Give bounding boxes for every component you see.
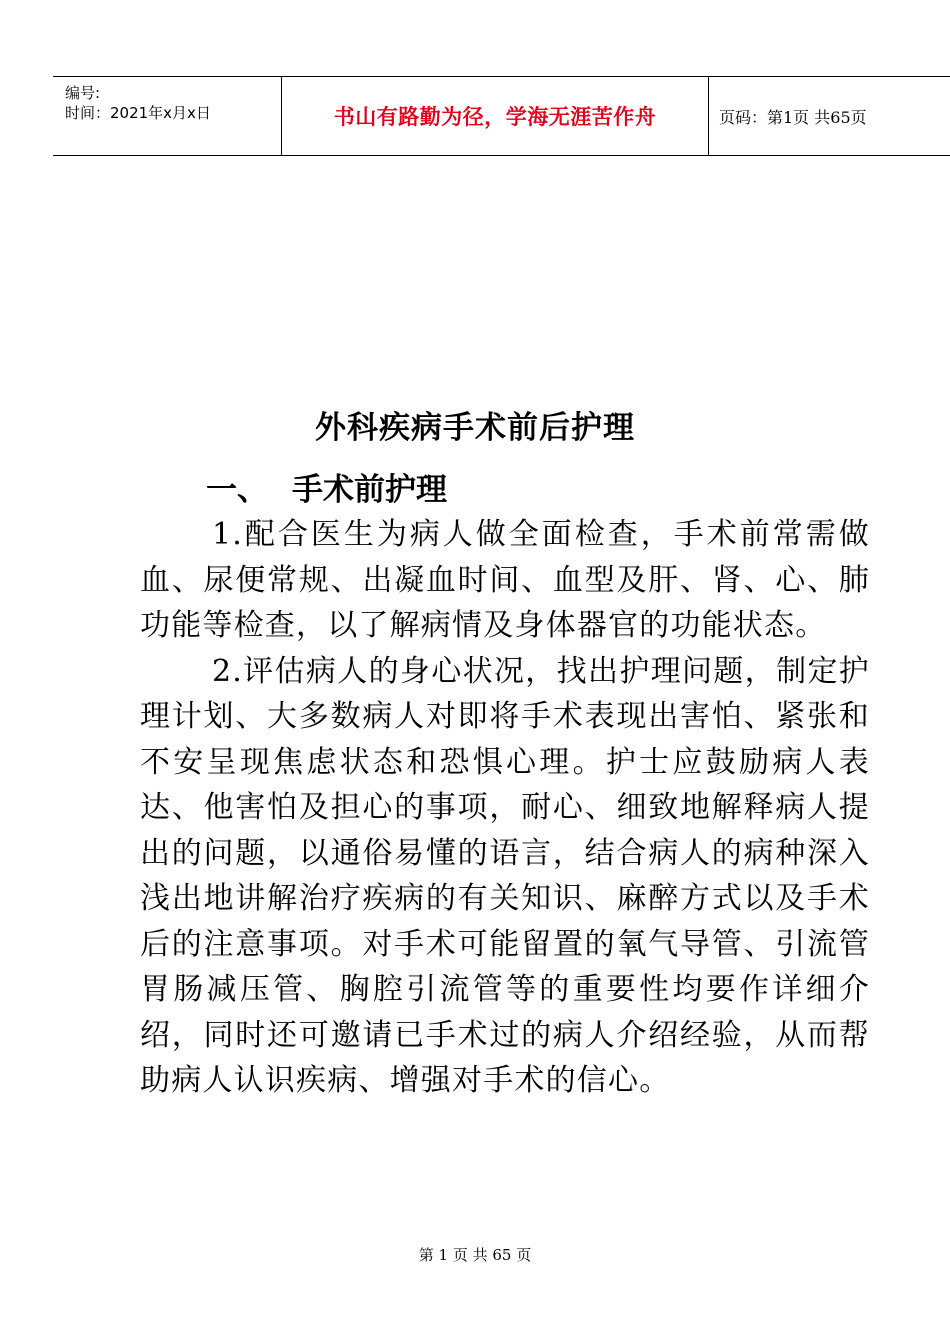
header-motto-cell bbox=[282, 77, 709, 155]
number-label: 编号: bbox=[65, 84, 101, 102]
page-header bbox=[53, 76, 950, 156]
time-label: 时间：2021年x月x日 bbox=[65, 104, 211, 122]
section-heading bbox=[206, 464, 447, 509]
header-page-cell bbox=[709, 77, 950, 155]
document-body bbox=[140, 512, 870, 1104]
paragraph: 1.配合医生为病人做全面检查，手术前常需做血、尿便常规、出凝血时间、血型及肝、肾、心、肺功能等检查，以了解病情及身体器官的功能状态。 bbox=[140, 517, 870, 643]
paragraph: 2.评估病人的身心状况，找出护理问题，制定护理计划、大多数病人对即将手术表现出害怕、紧张和不安呈现焦虑状态和恐惧心理。护士应鼓励病人表达、他害怕及担心的事项，耐心、细致地解释病人提出的问题，以通俗易懂的语言，结合病人的病种深入浅出地讲解治疗疾病的有关知识、麻醉方式以及手术后的注意事项。对手术可能留置的氧气导管、引流管胃肠减压管、胸腔引流管等的重要性均要作详细介绍，同时还可邀请已手术过的病人介绍经验，从而帮助病人认识疾病、增强对手术的信心。 bbox=[140, 653, 870, 1098]
motto-text: 书山有路勤为径，学海无涯苦作舟 bbox=[333, 104, 657, 129]
header-meta-cell bbox=[53, 77, 282, 155]
section-number: 一、 bbox=[206, 472, 268, 508]
page-label: 页码：第1页 共65页 bbox=[719, 107, 867, 127]
section-title: 手术前护理 bbox=[292, 472, 447, 508]
document-title: 外科疾病手术前后护理 bbox=[315, 410, 635, 446]
page-footer: 第 1 页 共 65 页 bbox=[418, 1246, 532, 1264]
